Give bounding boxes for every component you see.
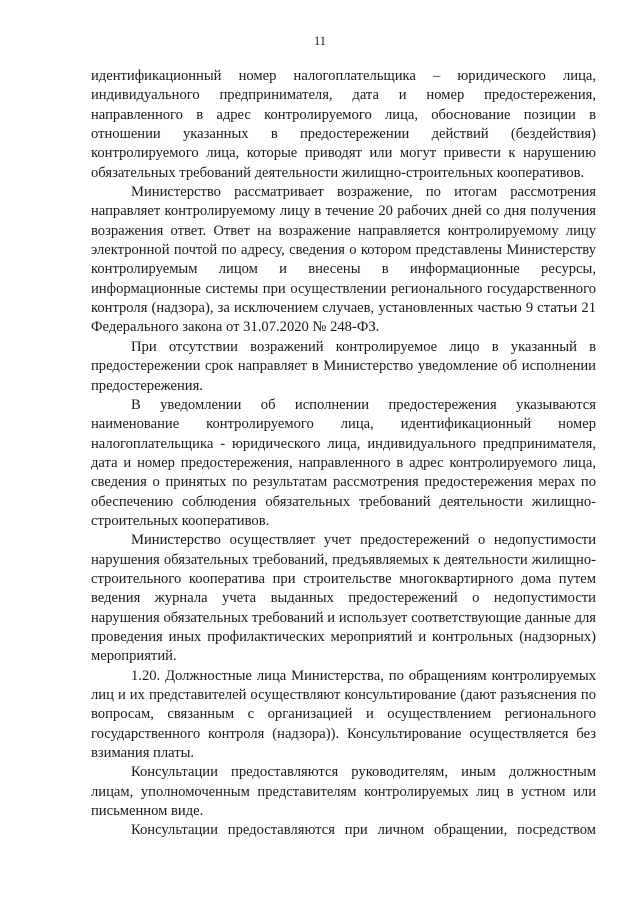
text-line: индивидуального предпринимателя, дата и номер предостережения, (91, 87, 596, 104)
text-line: сведения о принятых по результатам рассмотрения предостережения мерах по (91, 474, 596, 491)
paragraph (91, 667, 596, 764)
paragraph (91, 338, 596, 396)
text-line: контролируемого лица, которые приводят или могут привести к нарушению (91, 145, 596, 162)
text-line: налогоплательщика - юридического лица, индивидуального предпринимателя, (91, 435, 596, 452)
text-line: В уведомлении об исполнении предостережения указываются (131, 396, 596, 413)
paragraph (91, 183, 596, 338)
text-line: электронной почтой по адресу, сведения о котором представлены Министерству (91, 242, 596, 259)
text-line: мероприятий. (91, 648, 177, 665)
text-line: нарушения обязательных требований, предъявляемых к деятельности жилищно- (91, 551, 596, 568)
text-line: контролируемым лицом и внесены в информационные ресурсы, (91, 261, 596, 278)
text-line: строительных кооперативов. (91, 512, 270, 529)
text-line: обязательных требований деятельности жилищно-строительных кооперативов. (91, 164, 585, 181)
text-line: информационные системы при осуществлении регионального государственного (91, 280, 596, 297)
text-line: контроля (надзора), за исключением случаев, установленных частью 9 статьи 21 (91, 300, 596, 317)
text-line: письменном виде. (91, 803, 204, 820)
text-line: При отсутствии возражений контролируемое лицо в указанный в (131, 338, 596, 355)
text-line: Консультации предоставляются при личном обращении, посредством (131, 822, 596, 839)
text-line: лицам, уполномоченным представителям контролируемых лиц в устном или (91, 783, 596, 800)
text-line: Федерального закона от 31.07.2020 № 248-ФЗ. (91, 319, 380, 336)
paragraph (91, 821, 596, 840)
text-line: предостережения. (91, 377, 203, 394)
text-line: возражения ответ. Ответ на возражение направляется контролируемому лицу (91, 222, 596, 239)
text-line: идентификационный номер налогоплательщика – юридического лица, (91, 68, 596, 84)
text-line: строительного кооператива при строительстве многоквартирного дома путем (91, 570, 596, 587)
text-line: взимания платы. (91, 745, 195, 762)
text-line: Министерство рассматривает возражение, по итогам рассмотрения (131, 184, 596, 201)
text-line: отношении указанных в предостережении действий (бездействия) (91, 126, 596, 143)
body-text (91, 67, 596, 841)
text-line: лиц и их представителей осуществляют консультирование (дают разъяснения по (91, 687, 596, 703)
text-line: ведения журнала учета выданных предостережений о недопустимости (91, 590, 596, 607)
text-line: дата и номер предостережения, направленного в адрес контролируемого лица, (91, 454, 596, 471)
text-line: проведения иных профилактических мероприятий и контрольных (надзорных) (91, 628, 596, 645)
text-line: наименование контролируемого лица, идентификационный номер (91, 416, 596, 433)
text-line: направленного в адрес контролируемого лица, обоснование позиции в (91, 106, 596, 123)
text-line: Министерство осуществляет учет предостережений о недопустимости (131, 532, 596, 549)
page-number: 11 (313, 34, 327, 48)
text-line: предостережении срок направляет в Министерство уведомление об исполнении (91, 358, 596, 375)
paragraph (91, 67, 596, 183)
text-line: государственного контроля (надзора)). Консультирование осуществляется без (91, 725, 596, 742)
paragraph (91, 531, 596, 666)
text-line: вопросам, связанным с организацией и осуществлением регионального (91, 706, 596, 723)
text-line: нарушения обязательных требований и использует соответствующие данные для (91, 609, 596, 626)
text-line: Консультации предоставляются руководителям, иным должностным (131, 764, 596, 781)
paragraph (91, 396, 596, 531)
text-line: направляет контролируемому лицу в течение 20 рабочих дней со дня получения (91, 203, 596, 220)
text-line: 1.20. Должностные лица Министерства, по обращениям контролируемых (131, 667, 596, 684)
text-line: обеспечению соблюдения обязательных требований деятельности жилищно- (91, 493, 596, 510)
paragraph (91, 763, 596, 821)
